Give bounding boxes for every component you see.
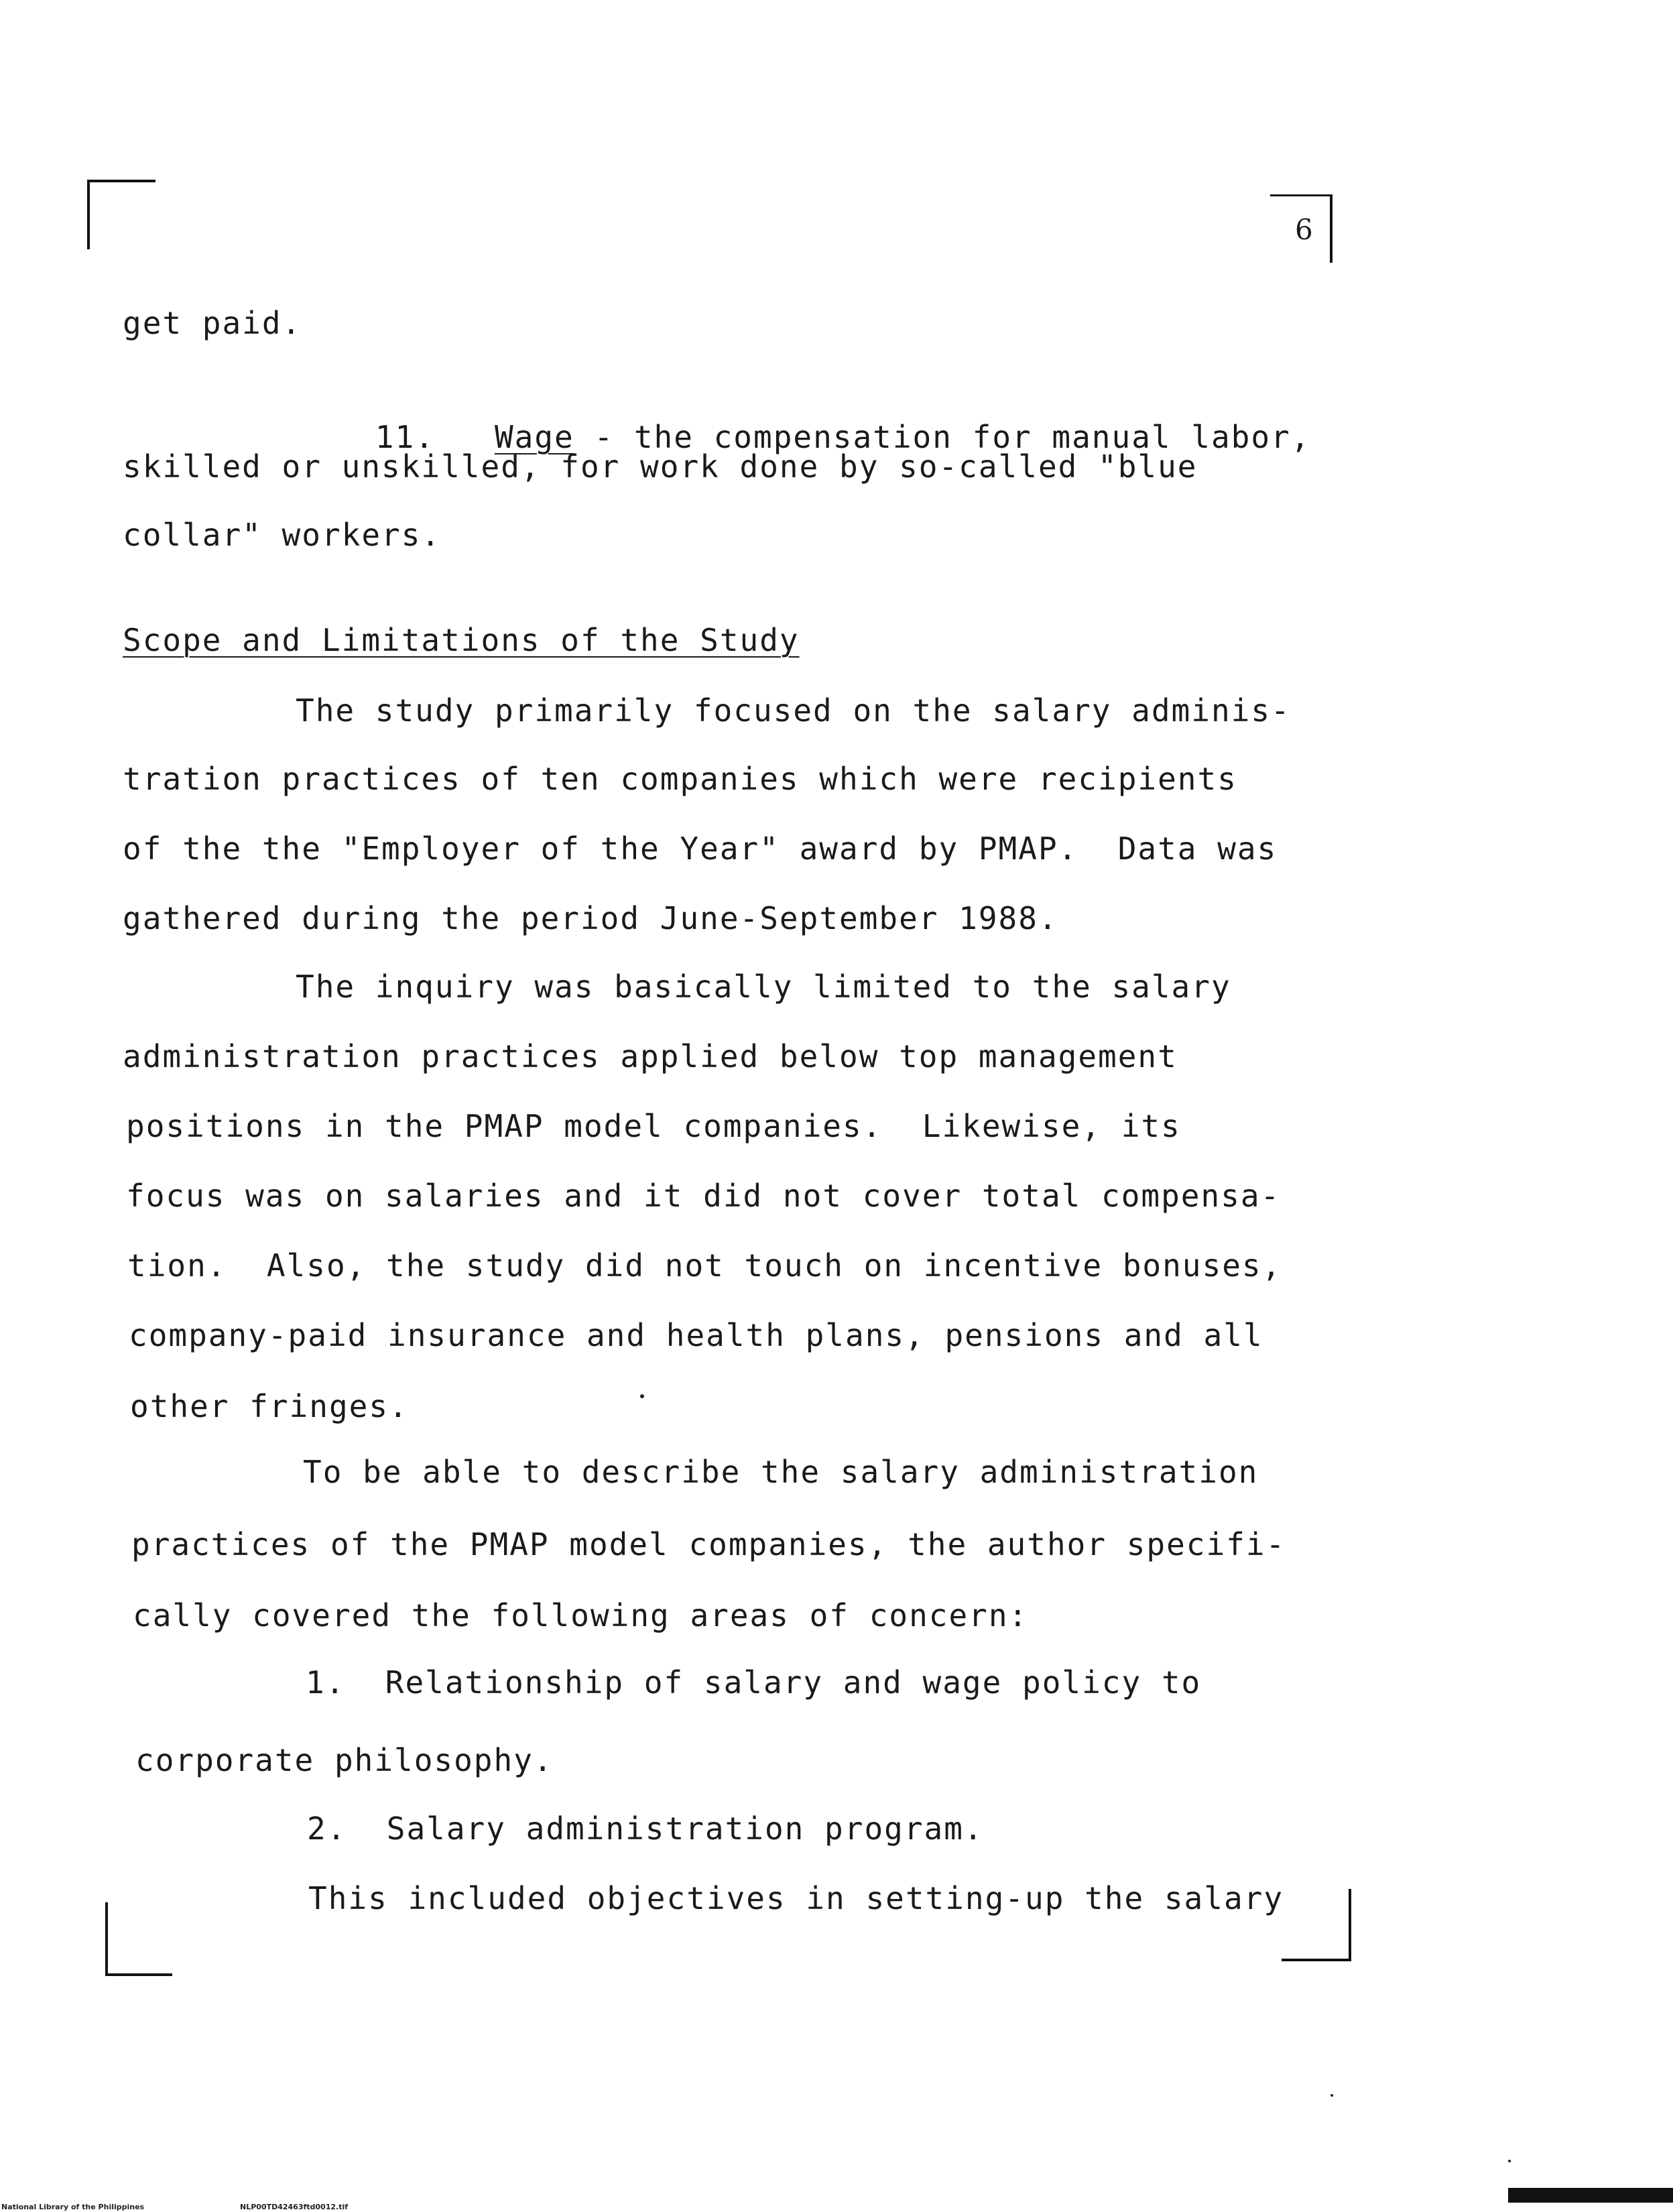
text-line: gathered during the period June-September 1988.	[123, 900, 1058, 936]
scan-speck	[1508, 2160, 1511, 2162]
crop-mark-top-left-v	[87, 180, 90, 249]
text-line: tion. Also, the study did not touch on incentive bonuses,	[127, 1247, 1282, 1284]
text-line: The study primarily focused on the salary adminis-	[296, 692, 1291, 729]
definition-text: - the compensation for manual labor,	[574, 419, 1311, 455]
text-line: The inquiry was basically limited to the salary	[296, 969, 1231, 1005]
scan-speck	[640, 1394, 644, 1398]
crop-mark-bottom-right-h	[1282, 1959, 1351, 1961]
text-line: focus was on salaries and it did not cover total compensa-	[126, 1178, 1281, 1214]
item-number: 11.	[375, 419, 435, 455]
text-line: practices of the PMAP model companies, the author specifi-	[131, 1526, 1286, 1562]
text-line: tration practices of ten companies which were recipients	[123, 761, 1237, 797]
text-line: corporate philosophy.	[135, 1742, 554, 1778]
list-item-line: 1. Relationship of salary and wage policy to	[306, 1664, 1202, 1701]
text-line: administration practices applied below top management	[123, 1038, 1178, 1074]
list-item-line: 2. Salary administration program.	[307, 1810, 984, 1847]
crop-mark-bottom-left-v	[105, 1902, 108, 1976]
footer-filename: NLP00TD42463ftd0012.tif	[240, 2203, 349, 2211]
crop-mark-bottom-right-v	[1349, 1889, 1351, 1961]
crop-mark-bottom-left-h	[105, 1973, 172, 1976]
text-line: company-paid insurance and health plans, pensions and all	[129, 1317, 1263, 1353]
text-line: collar" workers.	[123, 517, 442, 553]
defined-term: Wage	[494, 419, 574, 455]
text-line: This included objectives in setting-up the salary	[308, 1880, 1284, 1916]
scan-speck	[1330, 2094, 1333, 2097]
text-line: cally covered the following areas of concern:	[133, 1597, 1029, 1634]
section-heading: Scope and Limitations of the Study	[123, 622, 800, 658]
text-line: To be able to describe the salary administration	[303, 1454, 1259, 1490]
crop-mark-top-right-h	[1270, 194, 1332, 196]
text-line: other fringes.	[130, 1388, 409, 1424]
text-line: skilled or unskilled, for work done by so-called "blue	[123, 448, 1198, 485]
text-line: get paid.	[123, 305, 302, 341]
scan-bar	[1508, 2188, 1673, 2203]
text-line: positions in the PMAP model companies. Likewise, its	[126, 1108, 1181, 1144]
text-line: of the the "Employer of the Year" award by PMAP. Data was	[123, 831, 1278, 867]
page-number: 6	[1295, 213, 1313, 246]
footer-library: National Library of the Philippines	[1, 2203, 145, 2211]
crop-mark-top-right-v	[1330, 194, 1333, 263]
crop-mark-top-left-h	[87, 180, 156, 182]
